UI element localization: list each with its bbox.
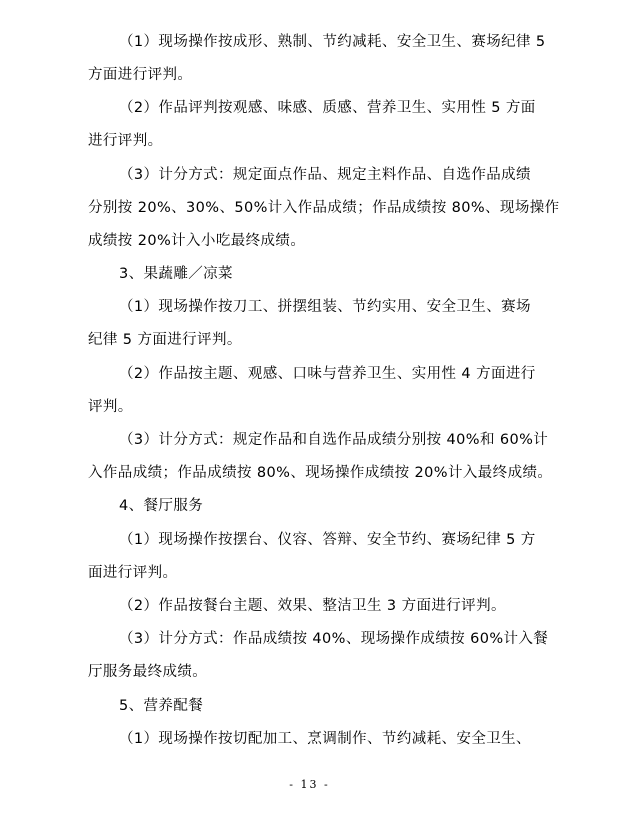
- paragraph-line: （3）计分方式：规定作品和自选作品成绩分别按 40%和 60%计: [119, 432, 549, 448]
- paragraph-line: （3）计分方式：规定面点作品、规定主料作品、自选作品成绩: [119, 167, 531, 183]
- paragraph-line: 方面进行评判。: [88, 67, 193, 83]
- paragraph-line: 评判。: [88, 399, 133, 415]
- paragraph-line: （2）作品评判按观感、味感、质感、营养卫生、实用性 5 方面: [119, 100, 536, 116]
- paragraph-line: （3）计分方式：作品成绩按 40%、现场操作成绩按 60%计入餐: [119, 631, 549, 647]
- paragraph-line: （2）作品按主题、观感、口味与营养卫生、实用性 4 方面进行: [119, 366, 536, 382]
- section-heading: 5、营养配餐: [119, 698, 204, 714]
- paragraph-line: 厅服务最终成绩。: [88, 664, 208, 680]
- paragraph-line: 入作品成绩；作品成绩按 80%、现场操作成绩按 20%计入最终成绩。: [88, 465, 553, 481]
- paragraph-line: （1）现场操作按切配加工、烹调制作、节约减耗、安全卫生、: [119, 731, 531, 747]
- section-heading: 4、餐厅服务: [119, 498, 204, 514]
- paragraph-line: 进行评判。: [88, 133, 163, 149]
- section-heading: 3、果蔬雕／凉菜: [119, 266, 233, 282]
- paragraph-line: （2）作品按餐台主题、效果、整洁卫生 3 方面进行评判。: [119, 598, 506, 614]
- paragraph-line: （1）现场操作按摆台、仪容、答辩、安全节约、赛场纪律 5 方: [119, 532, 536, 548]
- paragraph-line: 分别按 20%、30%、50%计入作品成绩；作品成绩按 80%、现场操作: [88, 200, 560, 216]
- paragraph-line: （1）现场操作按成形、熟制、节约减耗、安全卫生、赛场纪律 5: [119, 34, 546, 50]
- paragraph-line: 成绩按 20%计入小吃最终成绩。: [88, 233, 306, 249]
- paragraph-line: 面进行评判。: [88, 565, 178, 581]
- paragraph-line: （1）现场操作按刀工、拼摆组装、节约实用、安全卫生、赛场: [119, 299, 531, 315]
- page-number: - 13 -: [289, 778, 330, 791]
- paragraph-line: 纪律 5 方面进行评判。: [88, 332, 242, 348]
